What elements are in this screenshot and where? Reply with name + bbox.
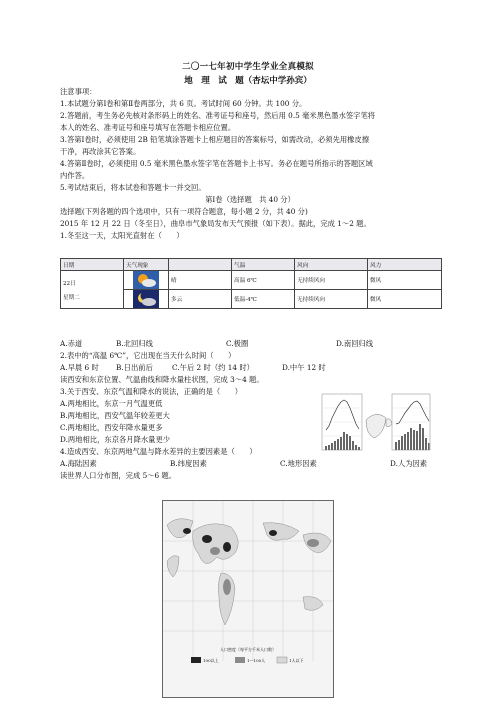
date-day: 22日 [63,280,76,287]
question-1: 1.冬至这一天，太阳光直射在（ ） [60,231,184,240]
passage-1: 2015 年 12 月 22 日（冬至日），曲阜市气象局发布天气预报（如下表）。据此，完成 1～2 题。 [60,219,371,228]
notice-3: 3.答第Ⅰ卷时，必须使用 2B 铅笔填涂答题卡上相应题目的答案标号，如需改动，必须先用橡皮擦 [60,135,370,144]
notice-heading: 注意事项： [60,87,97,96]
option: B.纬度因素 [170,459,207,468]
exam-subtitle: 地 理 试 题（杏坛中学孙宾） [184,76,312,86]
option: A.赤道 [60,339,83,348]
legend-item: 1～100人 [247,658,266,663]
option: A.早晨 6 时 [60,363,99,372]
header-date: 日期 [61,259,124,271]
weather-desc: 晴 [169,271,232,290]
q1-options [60,338,440,350]
legend-title: 人口密度（每平方千米人口数） [220,647,276,652]
weather-icon-cell [124,271,169,290]
wind-dir: 无持续风向 [295,271,368,290]
wind-force: 微风 [368,271,442,290]
header-wind-force: 风力 [368,259,442,271]
question-3: 3.关于西安、东京气温和降水的说法，正确的是（ ） [60,387,243,396]
climate-chart-xian [322,394,362,450]
notice-4: 4.答第Ⅱ卷时，必须使用 0.5 毫米黑色墨水签字笔在答题卡上书写。务必在题号所指示的答题区域 [60,159,373,168]
q3-option-c: C.两地相比，西安年降水量更多 [60,423,163,432]
option: A.海陆因素 [60,459,97,468]
header-temp: 气温 [232,259,295,271]
option: C.地形因素 [280,459,317,468]
q2-options [60,362,440,374]
section-title: 第Ⅰ卷（选择题 共 40 分） [205,195,295,204]
sun-cloud-icon [133,271,159,289]
date-cell [61,271,124,309]
wind-dir: 无持续风向 [295,290,368,309]
passage-3: 读世界人口分布图，完成 5～6 题。 [60,471,177,480]
header-weather: 天气现象 [124,259,169,271]
notice-2: 2.答题前，考生务必先核对条形码上的姓名、准考证号和座号，然后用 0.5 毫米黑色墨水签字笔将 [60,111,376,120]
weather-desc: 多云 [169,290,232,309]
header-blank [169,259,232,271]
option: D.中午 12 时 [282,363,326,372]
option: C.极圈 [226,339,249,348]
q3-option-d: D.两地相比，东京各月降水量更少 [60,435,171,444]
cloud-moon-icon [133,290,159,308]
q3-option-b: B.两地相比，西安气温年较差更大 [60,411,170,420]
q3-option-a: A.两地相比，东京一月气温更低 [60,399,163,408]
weather-table [60,258,442,309]
location-map-inset [366,414,392,438]
question-2: 2.表中的“高温 6℃”，它出现在当天什么时间（ ） [60,351,236,360]
passage-2: 读西安和东京位置、气温曲线和降水量柱状图，完成 3～4 题。 [60,375,264,384]
notice-1: 1.本试题分第Ⅰ卷和第Ⅱ卷两部分，共 6 页。考试时间 60 分钟。共 100 分。 [60,99,307,108]
legend-item: 1人以下 [289,658,304,663]
table-row [61,271,442,290]
world-population-map [162,500,334,698]
option: C.午后 2 时（约 14 时） [172,363,254,372]
question-4: 4.造成西安、东京两地气温与降水差异的主要因素是（ ） [60,447,257,456]
wind-force: 微风 [368,290,442,309]
climate-charts-figure [320,390,432,468]
option: D.南回归线 [336,339,374,348]
notice-3-cont: 干净，再改涂其它答案。 [60,147,141,156]
temp-high: 高温 6℃ [232,271,295,290]
table-header-row [61,259,442,271]
exam-title: 二〇一七年初中学生学业全真模拟 [181,62,314,72]
option: B.日出前后 [116,363,153,372]
section-intro: 选择题(下列各题的四个选项中，只有一项符合题意，每小题 2 分，共 40 分) [60,207,308,216]
notice-2-cont: 本人的姓名、准考证号和座号填写在答题卡相应位置。 [60,123,236,132]
date-weekday: 星期二 [63,294,80,301]
header-wind-dir: 风向 [295,259,368,271]
weather-icon-cell [124,290,169,309]
notice-5: 5.考试结束后，将本试卷和答题卡一并交回。 [60,183,206,192]
legend-item: 100以上 [203,658,219,663]
option: D.人为因素 [390,459,428,468]
climate-chart-tokyo [392,394,430,450]
temp-low: 低温-4℃ [232,290,295,309]
notice-4-cont: 内作答。 [60,171,90,180]
option: B.北回归线 [116,339,153,348]
